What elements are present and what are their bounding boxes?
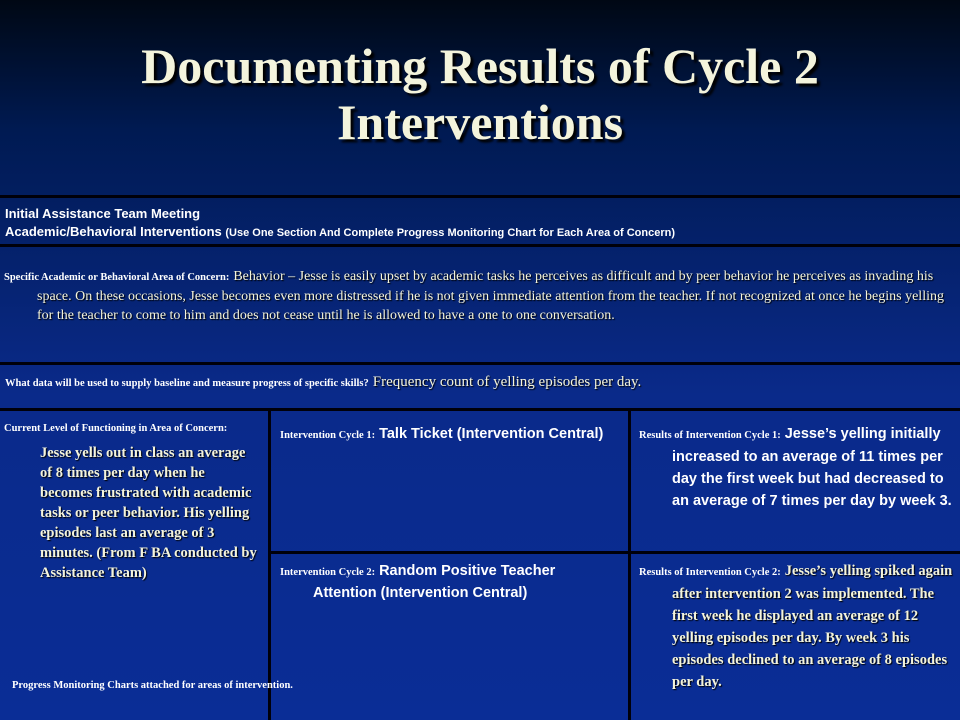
interventions-heading [5, 223, 955, 242]
current-level-text: Jesse yells out in class an average of 8 times per day when he becomes frustrated with academic tasks or peer behavior. His yelling episodes last an average of 3 minutes. (From F BA conducted by Assistance Team) [40, 445, 257, 581]
cycle-2-cell [276, 561, 622, 603]
cycle-2-text: Random Positive Teacher Attention (Intervention Central) [313, 563, 556, 601]
data-source-text: Frequency count of yelling episodes per day. [372, 374, 642, 390]
table-rule [0, 244, 960, 247]
table-rule [628, 408, 631, 720]
meeting-title: Initial Assistance Team Meeting [5, 206, 201, 221]
slide-title [0, 38, 960, 150]
data-source-cell [5, 372, 955, 394]
progress-monitoring-note: Progress Monitoring Charts attached for areas of intervention. [12, 680, 293, 691]
table-rule [270, 551, 960, 554]
table-rule [0, 362, 960, 365]
slide-title-line-1: Documenting Results of Cycle 2 [141, 38, 819, 94]
concern-text: Behavior – Jesse is easily upset by academic tasks he perceives as difficult and by peer behavior he perceives as invading his space. On these occasions, Jesse becomes even more distressed if he is not given immediate attention from the teacher. If not recognized at once he begins yelling for the teacher to come to him and does not cease until he is allowed to have a one to one conversation. [37, 269, 944, 323]
cycle-2-results-cell [635, 560, 957, 693]
cycle-2-results-text: Jesse’s yelling spiked again after intervention 2 was implemented. The first week he displayed an average of 12 yelling episodes per day. By week 3 his episodes declined to an average of 8 episodes per day. [672, 563, 953, 690]
interventions-note: (Use One Section And Complete Progress Monitoring Chart for Each Area of Concern) [225, 227, 676, 239]
cycle-1-results-text: Jesse’s yelling initially increased to an average of 11 times per day the first week but had decreased to an average of 7 times per day by week 3. [672, 426, 952, 509]
concern-cell [0, 267, 958, 325]
cycle-2-results-label: Results of Intervention Cycle 2: [639, 567, 781, 578]
concern-label: Specific Academic or Behavioral Area of Concern: [4, 272, 230, 283]
cycle-1-results-cell [635, 423, 957, 512]
cycle-1-label: Intervention Cycle 1: [280, 430, 376, 441]
intervention-table [0, 195, 960, 720]
table-rule [0, 408, 960, 411]
cycle-2-label: Intervention Cycle 2: [280, 567, 376, 578]
current-level-label: Current Level of Functioning in Area of Concern: [4, 423, 228, 434]
cycle-1-cell [276, 424, 622, 446]
slide-title-line-2: Interventions [336, 94, 624, 150]
data-source-label: What data will be used to supply baseline and measure progress of specific skills? [5, 378, 369, 389]
table-rule [268, 408, 271, 720]
table-rule [0, 195, 960, 198]
current-level-cell [0, 421, 266, 583]
interventions-label: Academic/Behavioral Interventions [5, 224, 222, 239]
cycle-1-text: Talk Ticket (Intervention Central) [379, 426, 604, 442]
header-cell [5, 205, 955, 242]
cycle-1-results-label: Results of Intervention Cycle 1: [639, 430, 781, 441]
